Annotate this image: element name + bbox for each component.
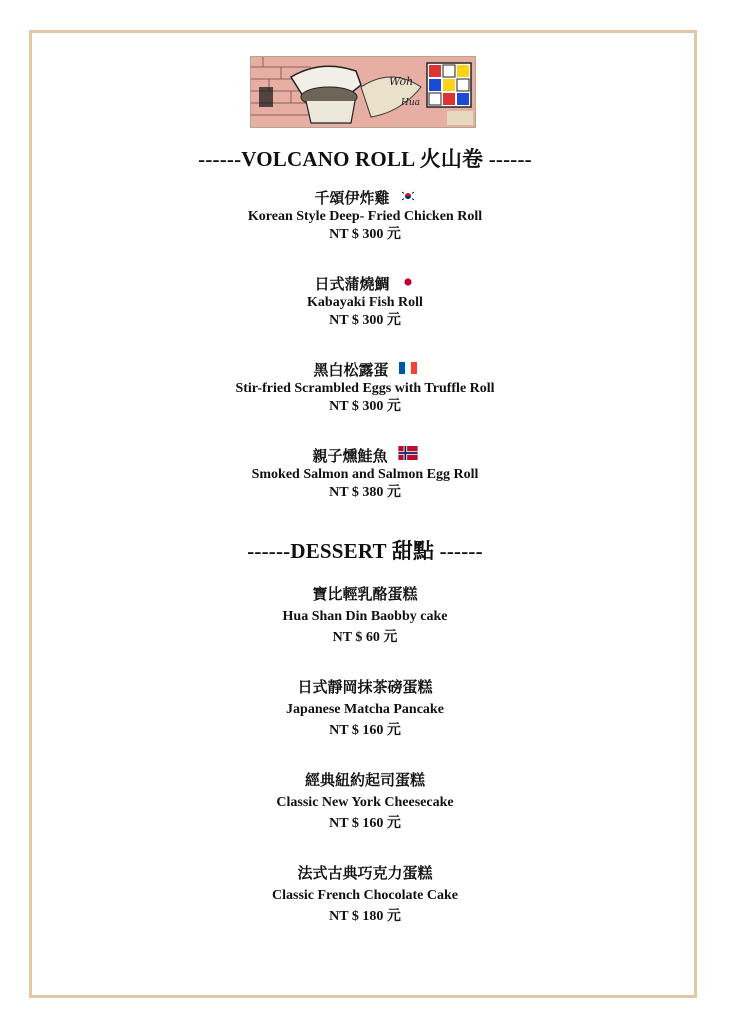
section-title-dessert: ------DESSERT 甜點 ------: [247, 539, 483, 563]
item-chinese-name: 經典紐約起司蛋糕: [304, 771, 425, 789]
menu-item: [0, 446, 730, 501]
svg-text:Hua: Hua: [401, 98, 421, 108]
menu-item: [0, 677, 730, 739]
menu-item: [0, 770, 730, 832]
norway-flag-icon: [398, 445, 418, 465]
section-title-volcano-roll: ------VOLCANO ROLL 火山卷 ------: [198, 147, 532, 171]
menu-item: [0, 584, 730, 646]
item-chinese-name: 日式靜岡抹茶磅蛋糕: [297, 678, 433, 696]
item-price: NT $ 180 元: [329, 909, 401, 924]
menu-item: [0, 274, 730, 329]
item-price: NT $ 160 元: [329, 723, 401, 738]
item-english-name: Hua Shan Din Baobby cake: [282, 609, 448, 624]
logo-illustration-icon: [251, 57, 475, 127]
item-price: NT $ 300 元: [329, 227, 401, 242]
menu-page-border: [29, 30, 697, 998]
item-english-name: Korean Style Deep- Fried Chicken Roll: [247, 209, 483, 224]
svg-text:Woh: Woh: [389, 75, 414, 88]
france-flag-icon: [399, 359, 417, 379]
item-chinese-name: 法式古典巧克力蛋糕: [297, 864, 433, 882]
korea-flag-icon: [400, 187, 416, 207]
menu-item: [0, 863, 730, 925]
menu-item: [0, 188, 730, 243]
item-price: NT $ 300 元: [329, 399, 401, 414]
item-chinese-name: 親子燻鮭魚: [312, 447, 388, 465]
item-chinese-name: 黑白松露蛋: [313, 361, 389, 379]
item-english-name: Japanese Matcha Pancake: [286, 702, 444, 717]
item-price: NT $ 300 元: [329, 313, 401, 328]
item-chinese-name: 日式蒲燒鯛: [314, 275, 390, 293]
item-english-name: Classic New York Cheesecake: [276, 795, 454, 810]
item-price: NT $ 60 元: [332, 630, 398, 645]
item-chinese-name: 寶比輕乳酪蛋糕: [312, 585, 418, 603]
item-english-name: Classic French Chocolate Cake: [272, 888, 458, 903]
item-price: NT $ 160 元: [329, 816, 401, 831]
item-english-name: Smoked Salmon and Salmon Egg Roll: [251, 467, 479, 482]
item-chinese-name: 千頌伊炸雞: [314, 189, 390, 207]
item-price: NT $ 380 元: [329, 485, 401, 500]
item-english-name: Stir-fried Scrambled Eggs with Truffle Roll: [235, 381, 495, 396]
menu-item: [0, 360, 730, 415]
item-english-name: Kabayaki Fish Roll: [307, 295, 423, 310]
japan-flag-icon: [400, 273, 416, 293]
restaurant-logo: [250, 56, 476, 128]
